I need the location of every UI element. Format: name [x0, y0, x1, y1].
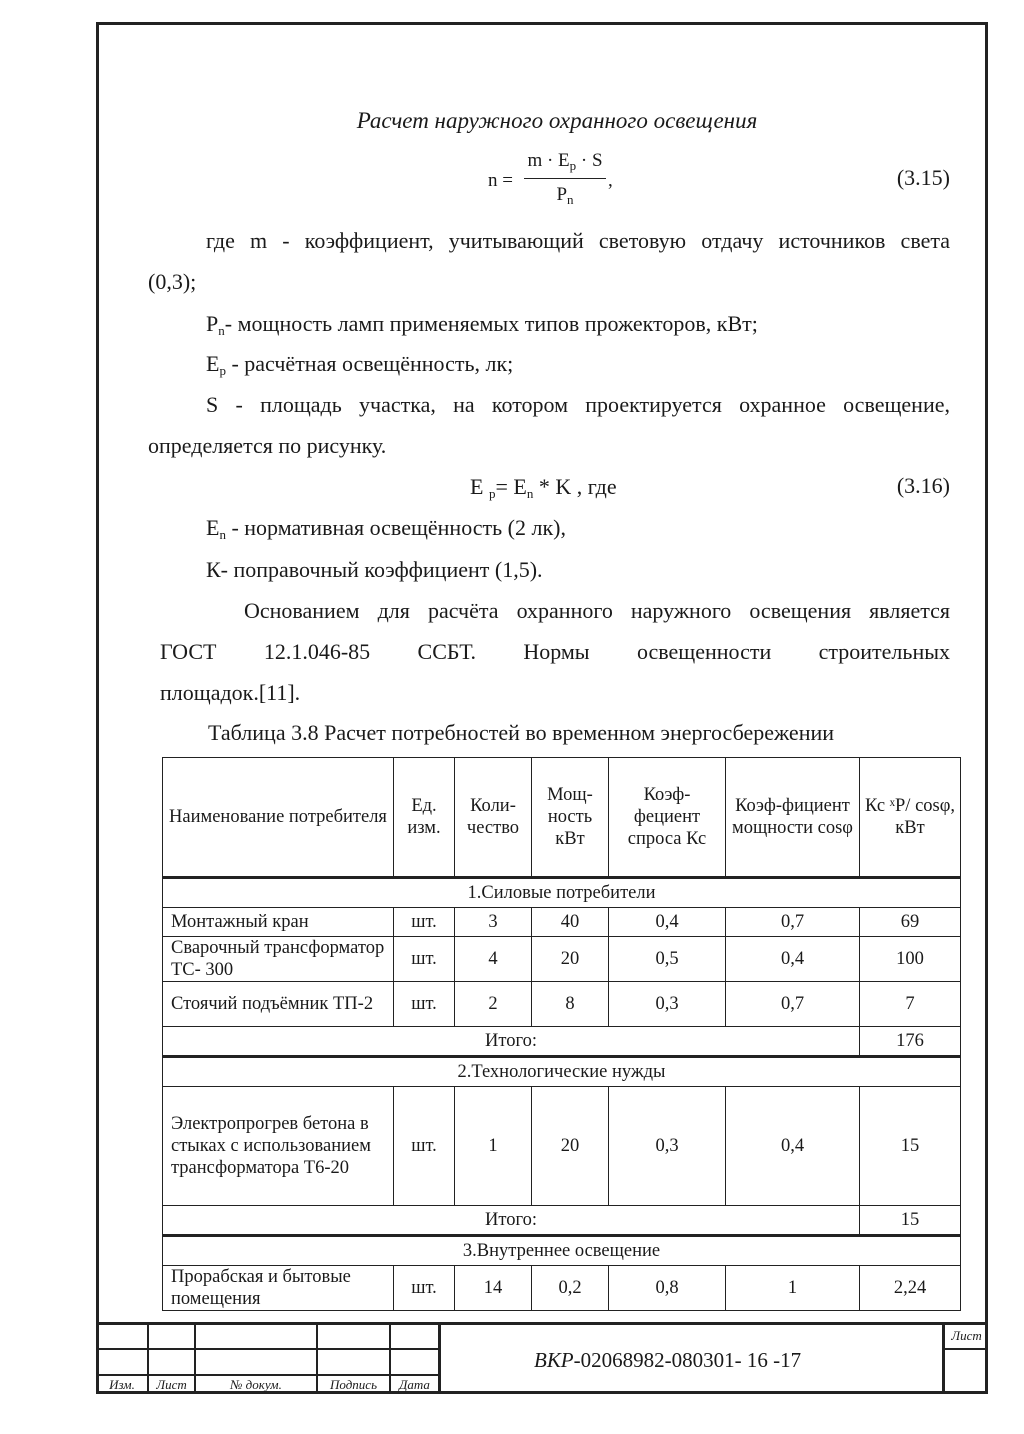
- paragraph-en-definition: $E_n$ - нормативная освещённость (2 лк),: [206, 515, 566, 542]
- header-power: Мощ-ность кВт: [532, 758, 609, 878]
- paragraph-s-definition: S - площадь участка, на котором проектируется охранное освещение,: [206, 392, 950, 417]
- table-caption: Таблица 3.8 Расчет потребностей во временном энергосбережении: [208, 720, 835, 745]
- header-power-factor: Коэф-фициент мощности cosφ: [726, 758, 860, 878]
- paragraph-ep-definition: $E_p$ - расчётная освещённость, лк;: [206, 351, 514, 378]
- table-total-row: [163, 1027, 961, 1057]
- total-value: 15: [860, 1206, 961, 1236]
- paragraph-k-definition: К- поправочный коэффициент (1,5).: [206, 557, 543, 582]
- header-unit: Ед. изм.: [394, 758, 455, 878]
- stamp-label-date: Дата: [399, 1377, 430, 1392]
- section-title: 3.Внутреннее освещение: [163, 1236, 961, 1266]
- header-demand-coefficient: Коэф-фециент спроса Кс: [609, 758, 726, 878]
- stamp-label-signature: Подпись: [330, 1377, 377, 1392]
- section-title: 1.Силовые потребители: [163, 878, 961, 908]
- paragraph-m-value: (0,3);: [148, 269, 197, 294]
- header-total-power: Кс ˣP/ cosφ, кВт: [860, 758, 961, 878]
- stamp-label-sheet: Лист: [156, 1377, 187, 1392]
- total-label: Итого:: [163, 1206, 860, 1236]
- formula-3-16: E $_p= E_n * K$ , где: [470, 474, 617, 501]
- table-header-row: [163, 758, 961, 878]
- stamp-sheet-label: Лист: [951, 1328, 982, 1343]
- equation-number-3-15: (3.15): [896, 165, 950, 190]
- paragraph-basis-line1: Основанием для расчёта охранного наружного освещения является: [244, 598, 950, 623]
- equation-number-3-16: (3.16): [896, 473, 950, 498]
- header-consumer-name: Наименование потребителя: [163, 758, 394, 878]
- paragraph-pn-definition: $P_n-$ мощность ламп применяемых типов прожекторов, кВт;: [206, 311, 758, 338]
- table-total-row: [163, 1206, 961, 1236]
- stamp-label-change: Изм.: [109, 1377, 135, 1392]
- stamp-label-doc-number: № докум.: [230, 1377, 282, 1392]
- table-row: Сварочный трансформатор ТС- 300 шт. 4 20 0,5 0,4 100: [163, 937, 961, 982]
- paragraph-basis-line2: ГОСТ 12.1.046-85 ССБТ. Нормы освещенности строительных: [160, 639, 950, 664]
- document-code: ВКР-02068982-080301- 16 -17: [534, 1348, 802, 1372]
- table-row: Монтажный кран шт. 3 40 0,4 0,7 69: [163, 908, 961, 937]
- table-section-row: [163, 878, 961, 908]
- section-title: 2.Технологические нужды: [163, 1057, 961, 1087]
- section-heading: Расчет наружного охранного освещения: [356, 108, 758, 133]
- total-value: 176: [860, 1027, 961, 1057]
- power-demand-table: [162, 757, 961, 1311]
- paragraph-basis-line3: площадок.[11].: [160, 680, 301, 705]
- table-row: Прорабская и бытовые помещения шт. 14 0,2 0,8 1 2,24: [163, 1266, 961, 1311]
- title-block: [96, 1322, 988, 1394]
- table-section-row: [163, 1236, 961, 1266]
- formula-3-15: n = $m \cdot E_p \cdot S$ $P_n$ ,: [488, 150, 613, 207]
- paragraph-s-continuation: определяется по рисунку.: [148, 433, 387, 458]
- table-section-row: [163, 1057, 961, 1087]
- header-quantity: Коли-чество: [455, 758, 532, 878]
- total-label: Итого:: [163, 1027, 860, 1057]
- paragraph-m-definition: где m - коэффициент, учитывающий световую отдачу источников света: [206, 228, 950, 253]
- table-row: Стоячий подъёмник ТП-2 шт. 2 8 0,3 0,7 7: [163, 982, 961, 1027]
- table-row: Электропрогрев бетона в стыках с использованием трансформатора Т6-20 шт. 1 20 0,3 0,4 15: [163, 1087, 961, 1206]
